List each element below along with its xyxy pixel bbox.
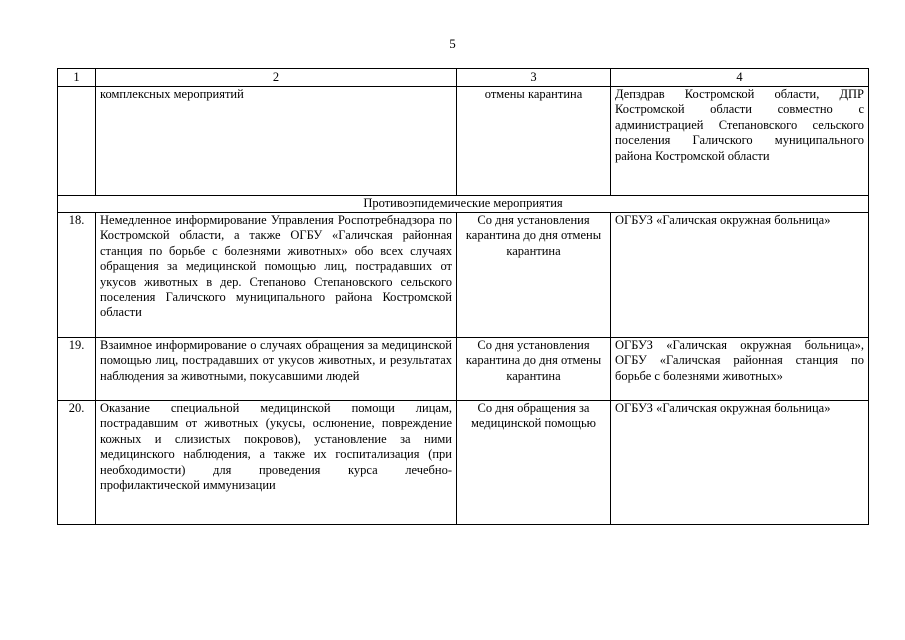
- table-row: [58, 87, 869, 196]
- row-number: 19.: [58, 338, 96, 401]
- measures-table: [57, 68, 869, 525]
- row-number: 18.: [58, 213, 96, 338]
- measure-cell: Оказание специальной медицинской помощи лицам, пострадавшим от животных (укусы, ослюнение, повреждение кожных и слизистых покровов), установление за ними медицинского наблюдения, а также их госпитализация (при необходимости) для проведения курса лечебно-профилактической иммунизации: [96, 401, 457, 525]
- table-row: [58, 401, 869, 525]
- table-header-row: [58, 69, 869, 87]
- period-cell: Со дня установления карантина до дня отмены карантина: [457, 338, 611, 401]
- responsible-cell: ОГБУЗ «Галичская окружная больница», ОГБУ «Галичская районная станция по борьбе с болезнями животных»: [611, 338, 869, 401]
- section-row: [58, 196, 869, 213]
- row-number: [58, 87, 96, 196]
- page-number: 5: [449, 36, 456, 51]
- column-header: 2: [96, 69, 457, 87]
- column-header: 4: [611, 69, 869, 87]
- column-header: 1: [58, 69, 96, 87]
- measure-cell: Взаимное информирование о случаях обращения за медицинской помощью лиц, пострадавших от укусов животных, и результатах наблюдения за животными, покусавшими людей: [96, 338, 457, 401]
- measure-cell: комплексных мероприятий: [96, 87, 457, 196]
- table-row: [58, 213, 869, 338]
- responsible-cell: ОГБУЗ «Галичская окружная больница»: [611, 401, 869, 525]
- section-title: Противоэпидемические мероприятия: [58, 196, 869, 213]
- column-header: 3: [457, 69, 611, 87]
- row-number: 20.: [58, 401, 96, 525]
- table-row: [58, 338, 869, 401]
- period-cell: отмены карантина: [457, 87, 611, 196]
- measure-cell: Немедленное информирование Управления Роспотребнадзора по Костромской области, а также ОГБУ «Галичская районная станция по борьбе с болезнями животных» обо всех случаях обращения за медицинской помощью лиц, пострадавших от укусов животных в дер. Степаново Степановского сельского поселения Галичского муниципального района Костромской области: [96, 213, 457, 338]
- period-cell: Со дня установления карантина до дня отмены карантина: [457, 213, 611, 338]
- period-cell: Со дня обращения за медицинской помощью: [457, 401, 611, 525]
- responsible-cell: Депздрав Костромской области, ДПР Костромской области совместно с администрацией Степановского сельского поселения Галичского муниципального района Костромской области: [611, 87, 869, 196]
- responsible-cell: ОГБУЗ «Галичская окружная больница»: [611, 213, 869, 338]
